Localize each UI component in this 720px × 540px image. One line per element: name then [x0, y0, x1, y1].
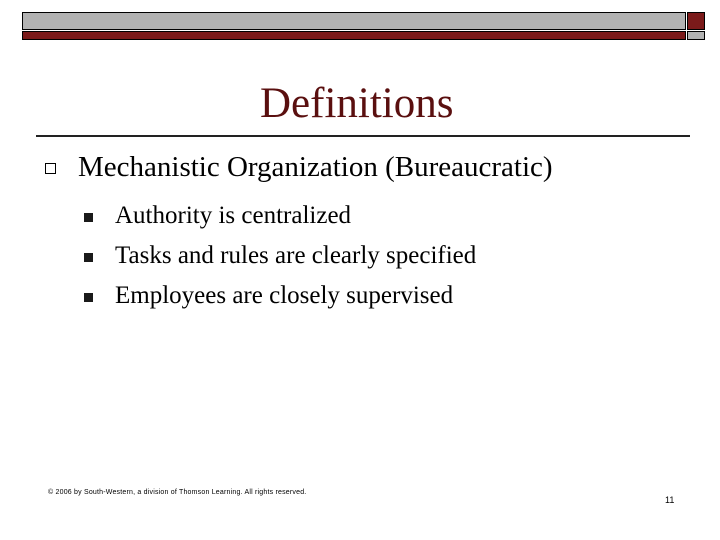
main-bullet-item: [45, 150, 553, 184]
filled-square-bullet-icon: [84, 293, 93, 302]
top-banner-gray-bar: [22, 12, 686, 30]
page-number: 11: [665, 495, 675, 505]
sub-bullet-text: Authority is centralized: [115, 202, 352, 229]
sub-bullet-text: Tasks and rules are clearly specified: [115, 242, 477, 269]
filled-square-bullet-icon: [84, 213, 93, 222]
sub-bullet-list: [84, 196, 476, 316]
title-divider: [36, 135, 690, 137]
filled-square-bullet-icon: [84, 253, 93, 262]
sub-bullet-item: [84, 196, 476, 236]
hollow-square-bullet-icon: [45, 163, 56, 174]
top-corner-gray-square: [687, 31, 705, 40]
sub-bullet-item: [84, 276, 476, 316]
copyright-footer: © 2006 by South-Western, a division of Thomson Learning. All rights reserved.: [48, 489, 307, 496]
top-corner-red-square: [687, 12, 705, 30]
sub-bullet-text: Employees are closely supervised: [115, 282, 454, 309]
slide-title: Definitions: [260, 80, 454, 127]
sub-bullet-item: [84, 236, 476, 276]
top-banner-red-bar: [22, 31, 686, 40]
main-bullet-text: Mechanistic Organization (Bureaucratic): [78, 151, 553, 183]
